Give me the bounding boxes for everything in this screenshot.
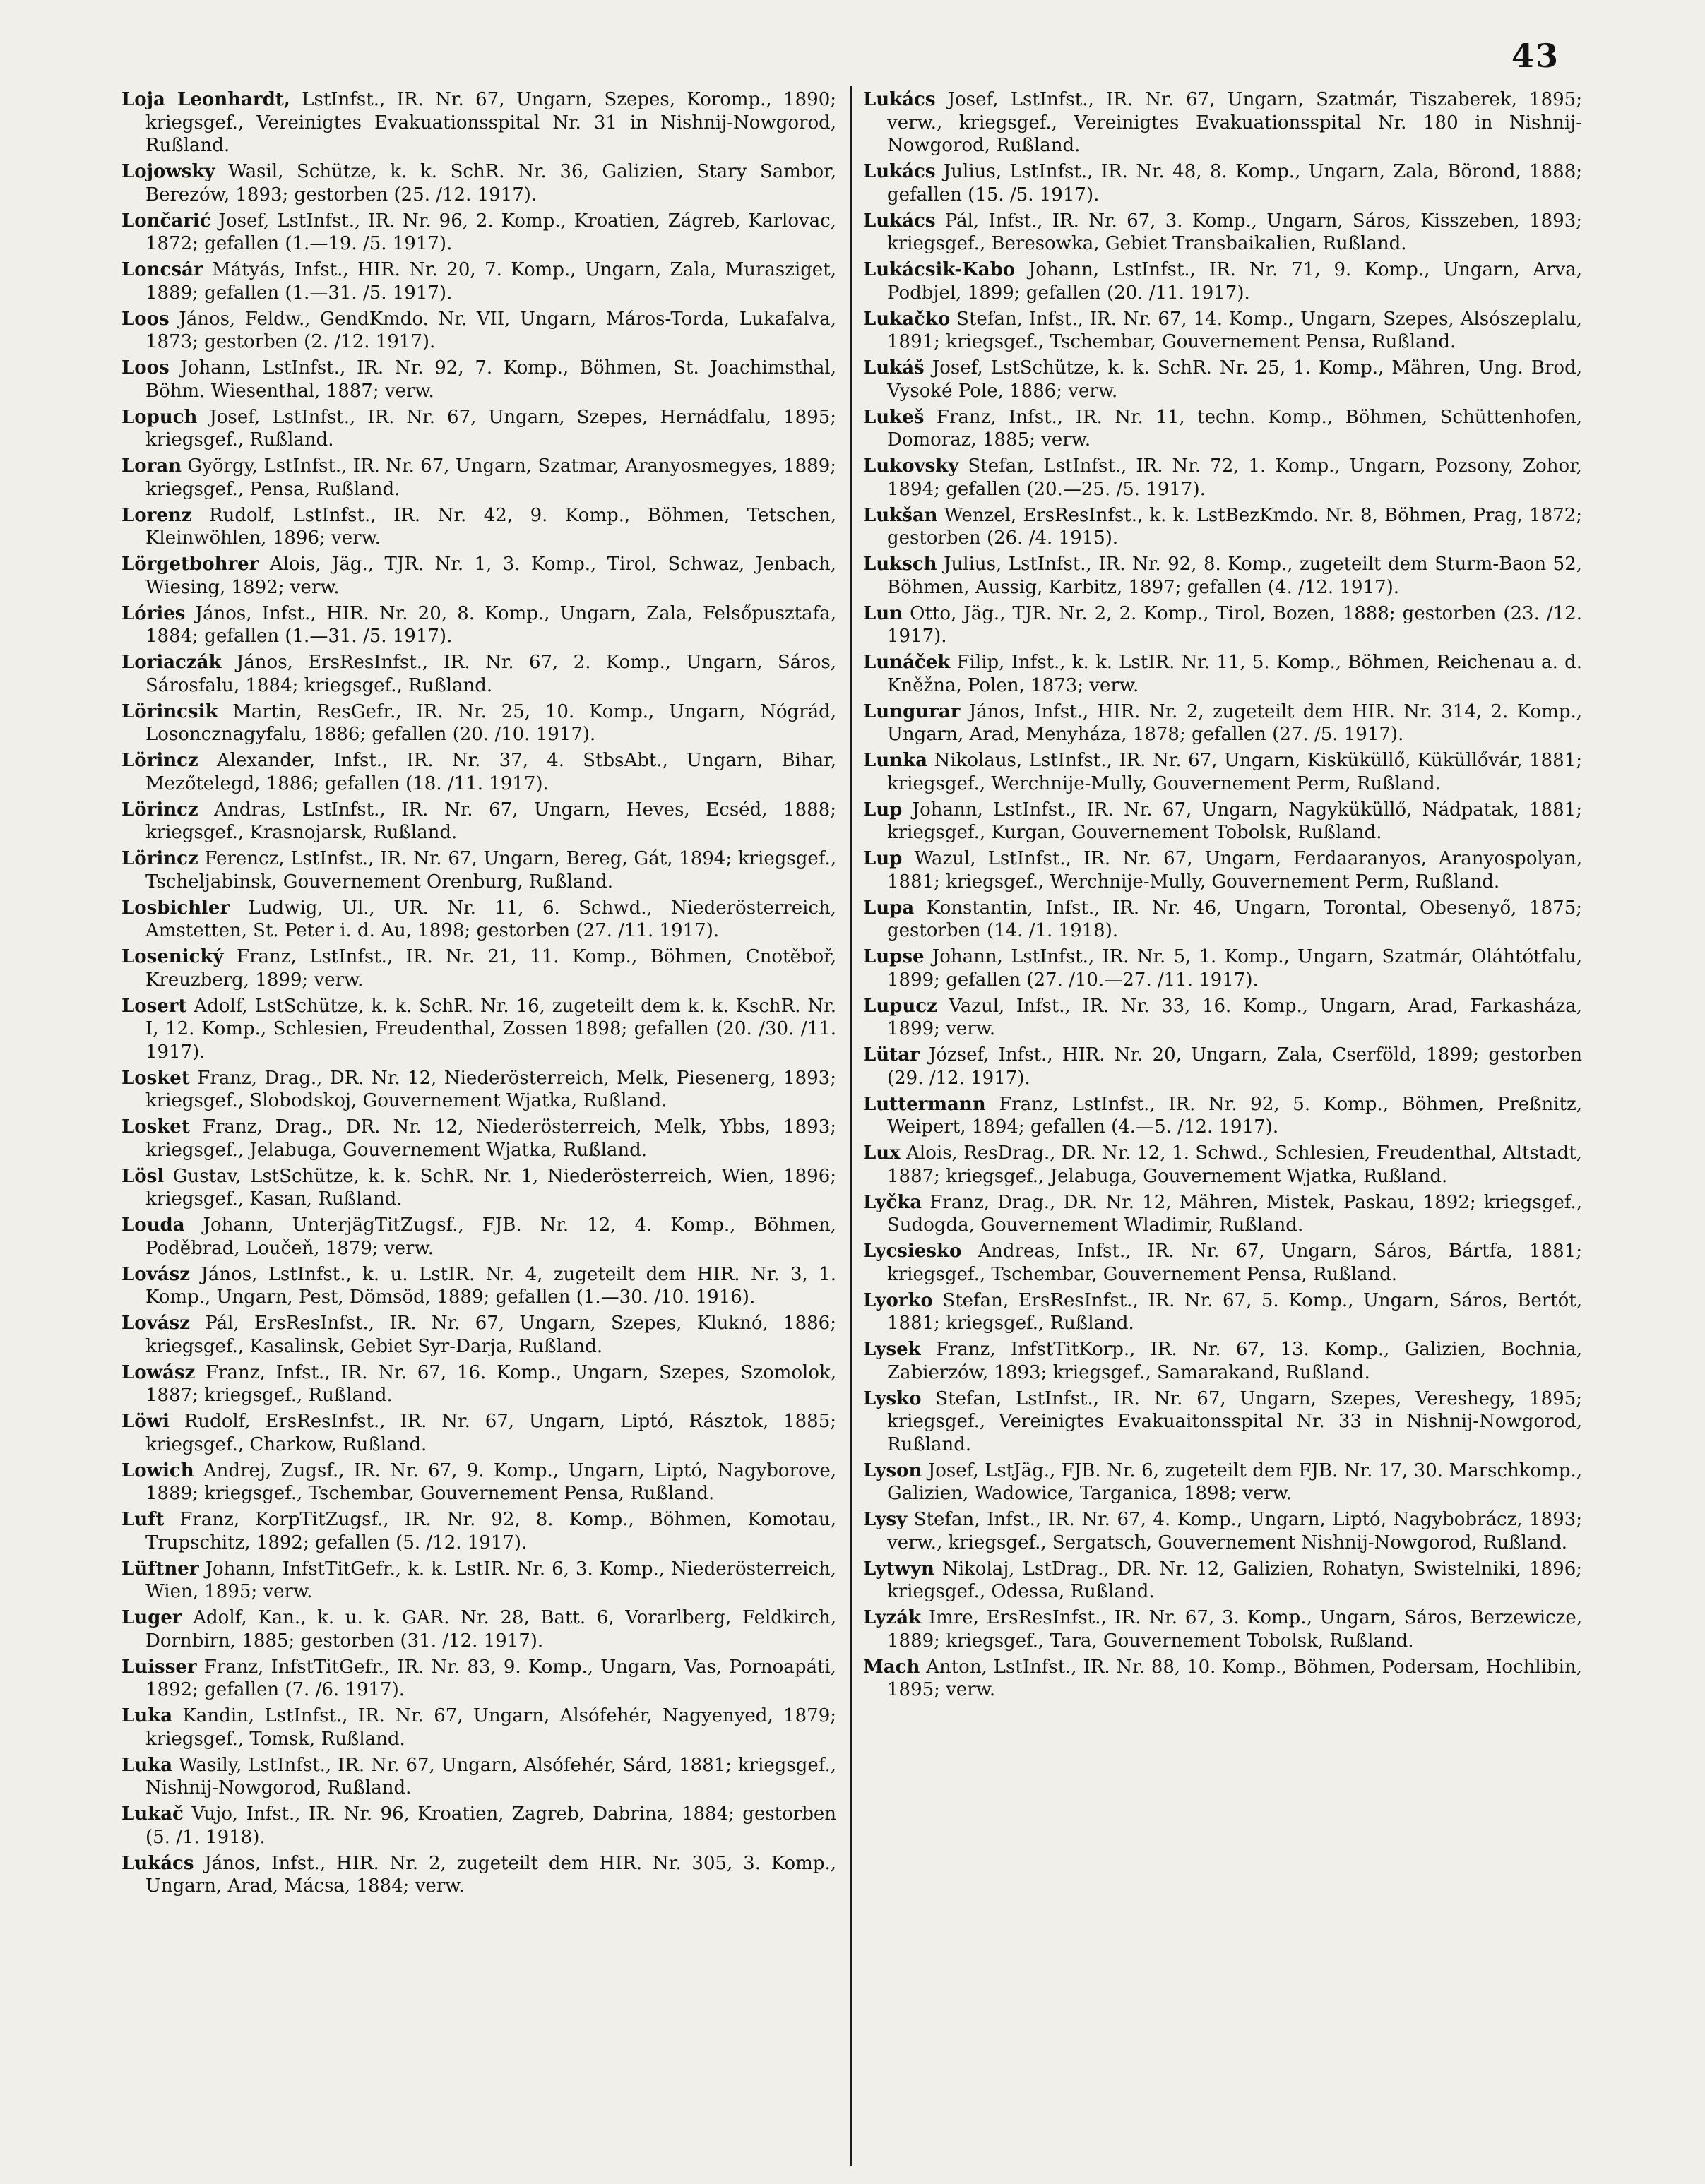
entry-surname: Lunka [863, 750, 927, 771]
entry-details: Andras, LstInfst., IR. Nr. 67, Ungarn, Heves, Ecséd, 1888; kriegsgef., Krasnojarsk, Rußland. [145, 799, 836, 843]
register-entry [863, 406, 1582, 452]
register-entry [121, 258, 836, 304]
entry-details: Pál, Infst., IR. Nr. 67, 3. Komp., Ungarn, Sáros, Kisszeben, 1893; kriegsgef., Beresowka, Gebiet Transbaikalien, Rußland. [887, 210, 1582, 254]
register-entry [863, 1388, 1582, 1457]
entry-surname: Losenický [121, 946, 224, 967]
entry-surname: Lun [863, 602, 903, 624]
entry-details: Anton, LstInfst., IR. Nr. 88, 10. Komp., Böhmen, Podersam, Hochlibin, 1895; verw. [887, 1656, 1582, 1700]
entry-surname: Lukács [863, 161, 936, 182]
register-entry [863, 700, 1582, 746]
entry-surname: Lytwyn [863, 1558, 934, 1580]
register-entry [121, 88, 836, 157]
register-entry [121, 210, 836, 256]
entry-surname: Lopuch [121, 406, 198, 428]
entry-details: Filip, Infst., k. k. LstIR. Nr. 11, 5. Komp., Böhmen, Reichenau a. d. Kněžna, Polen, 1873; verw. [887, 652, 1582, 696]
entry-details: János, Infst., HIR. Nr. 2, zugeteilt dem HIR. Nr. 314, 2. Komp., Ungarn, Arad, Menyháza, 1878; gefallen (27. /5. 1917). [887, 700, 1582, 745]
entry-details: Wasily, LstInfst., IR. Nr. 67, Ungarn, Alsófehér, Sárd, 1881; kriegsgef., Nishnij-Nowgorod, Rußland. [145, 1754, 836, 1798]
register-entry [863, 357, 1582, 402]
entry-surname: Lowich [121, 1460, 194, 1481]
entry-surname: Losket [121, 1116, 190, 1138]
entry-details: Stefan, ErsResInfst., IR. Nr. 67, 5. Komp., Ungarn, Sáros, Bertót, 1881; kriegsgef., Rußland. [887, 1289, 1582, 1334]
entry-details: János, Infst., HIR. Nr. 20, 8. Komp., Ungarn, Zala, Felsőpusztafa, 1884; gefallen (1.—31. /5. 1917). [145, 602, 836, 647]
register-entry [863, 1142, 1582, 1188]
entry-details: Andrej, Zugsf., IR. Nr. 67, 9. Komp., Ungarn, Liptó, Nagyborove, 1889; kriegsgef., Tschembar, Gouvernement Pensa, Rußland. [145, 1460, 836, 1504]
entry-surname: Lup [863, 848, 903, 869]
entry-surname: Lorenz [121, 504, 192, 526]
register-entry [121, 1606, 836, 1652]
page-number: 43 [1511, 37, 1560, 75]
entry-surname: Lyzák [863, 1607, 922, 1628]
entry-surname: Lüftner [121, 1558, 199, 1580]
entry-surname: Lupse [863, 946, 925, 967]
register-entry [121, 504, 836, 550]
entry-details: Franz, Drag., DR. Nr. 12, Mähren, Mistek, Paskau, 1892; kriegsgef., Sudogda, Gouvernement Wladimir, Rußland. [887, 1191, 1582, 1236]
entry-surname: Luka [121, 1754, 173, 1776]
entry-surname: Loja Leonhardt, [121, 89, 290, 110]
entry-surname: Lukácsik-Kabo [863, 259, 1016, 280]
entry-surname: Lowász [121, 1361, 196, 1383]
entry-surname: Loos [121, 308, 170, 330]
register-entry [121, 1754, 836, 1800]
register-entry [863, 455, 1582, 501]
register-entry [121, 995, 836, 1064]
entry-surname: Lukovsky [863, 455, 959, 477]
entry-surname: Lux [863, 1142, 901, 1164]
register-entry [121, 700, 836, 746]
entry-details: Pál, ErsResInfst., IR. Nr. 67, Ungarn, Szepes, Kluknó, 1886; kriegsgef., Kasalinsk, Gebiet Syr-Darja, Rußland. [145, 1313, 836, 1357]
entry-details: János, Feldw., GendKmdo. Nr. VII, Ungarn, Máros-Torda, Lukafalva, 1873; gestorben (2. /12. 1917). [145, 308, 836, 352]
entry-details: Martin, ResGefr., IR. Nr. 25, 10. Komp., Ungarn, Nógrád, Losoncznagyfalu, 1886; gefallen (20. /10. 1917). [145, 700, 836, 745]
register-entry [863, 308, 1582, 354]
entry-details: Konstantin, Infst., IR. Nr. 46, Ungarn, Torontal, Obesenyő, 1875; gestorben (14. /1. 1918). [887, 897, 1582, 941]
register-entry [863, 995, 1582, 1041]
entry-details: Josef, LstInfst., IR. Nr. 67, Ungarn, Szepes, Hernádfalu, 1895; kriegsgef., Rußland. [145, 406, 836, 450]
entry-details: Franz, LstInfst., IR. Nr. 21, 11. Komp., Böhmen, Cnotěboř, Kreuzberg, 1899; verw. [145, 946, 836, 991]
entry-details: Franz, InfstTitKorp., IR. Nr. 67, 13. Komp., Galizien, Bochnia, Zabierzów, 1893; kriegsgef., Samarakand, Rußland. [887, 1339, 1582, 1383]
register-entry [863, 799, 1582, 845]
register-entry [863, 210, 1582, 256]
register-entry [121, 1803, 836, 1849]
register-entry [121, 1656, 836, 1702]
register-entry [863, 88, 1582, 157]
entry-surname: Lovász [121, 1263, 190, 1285]
entry-surname: Lončarić [121, 210, 211, 232]
register-entry [121, 357, 836, 402]
entry-surname: Lojowsky [121, 161, 215, 182]
register-entry [863, 651, 1582, 697]
entry-surname: Lukáš [863, 357, 925, 378]
entry-surname: Lyorko [863, 1289, 933, 1311]
register-entry [863, 847, 1582, 893]
register-entry [121, 406, 836, 452]
register-entry [863, 160, 1582, 206]
entry-details: Mátyás, Infst., HIR. Nr. 20, 7. Komp., Ungarn, Zala, Murasziget, 1889; gefallen (1.—31. /5. 1917). [145, 259, 836, 304]
entry-details: Alexander, Infst., IR. Nr. 37, 4. StbsAbt., Ungarn, Bihar, Mezőtelegd, 1886; gefallen (18. /11. 1917). [145, 750, 836, 794]
entry-surname: Lovász [121, 1313, 190, 1334]
register-entry [121, 847, 836, 893]
entry-details: János, Infst., HIR. Nr. 2, zugeteilt dem HIR. Nr. 305, 3. Komp., Ungarn, Arad, Mácsa, 1884; verw. [145, 1852, 836, 1897]
entry-details: Ludwig, Ul., UR. Nr. 11, 6. Schwd., Niederösterreich, Amstetten, St. Peter i. d. Au, 1898; gestorben (27. /11. 1917). [145, 897, 836, 941]
entry-surname: Lunáček [863, 652, 951, 673]
register-entry [121, 1067, 836, 1113]
register-entry [863, 1338, 1582, 1384]
register-entry [121, 1116, 836, 1162]
entry-surname: Losket [121, 1067, 190, 1089]
register-entry [863, 945, 1582, 991]
entry-details: János, LstInfst., k. u. LstIR. Nr. 4, zugeteilt dem HIR. Nr. 3, 1. Komp., Ungarn, Pest, Dömsöd, 1889; gefallen (1.—30. /10. 1916). [145, 1263, 836, 1308]
entry-details: Rudolf, ErsResInfst., IR. Nr. 67, Ungarn, Liptó, Rásztok, 1885; kriegsgef., Charkow, Rußland. [145, 1411, 836, 1455]
register-entry [121, 1165, 836, 1211]
entry-details: Johann, LstInfst., IR. Nr. 92, 7. Komp., Böhmen, St. Joachimsthal, Böhm. Wiesenthal, 1887; verw. [145, 357, 836, 402]
register-entry [863, 602, 1582, 648]
entry-surname: Löwi [121, 1411, 170, 1432]
entry-details: Nikolaj, LstDrag., DR. Nr. 12, Galizien, Rohatyn, Swistelniki, 1896; kriegsgef., Odessa, Rußland. [887, 1558, 1582, 1602]
register-entry [121, 602, 836, 648]
entry-details: Vazul, Infst., IR. Nr. 33, 16. Komp., Ungarn, Arad, Farkasháza, 1899; verw. [887, 995, 1582, 1039]
entry-surname: Loncsár [121, 259, 203, 280]
entry-details: Franz, InfstTitGefr., IR. Nr. 83, 9. Komp., Ungarn, Vas, Pornoapáti, 1892; gefallen (7. /6. 1917). [145, 1656, 836, 1700]
left-column [121, 88, 836, 1901]
entry-details: Julius, LstInfst., IR. Nr. 48, 8. Komp., Ungarn, Zala, Börond, 1888; gefallen (15. /5. 1917). [887, 161, 1582, 205]
entry-details: György, LstInfst., IR. Nr. 67, Ungarn, Szatmar, Aranyosmegyes, 1889; kriegsgef., Pensa, Rußland. [145, 455, 836, 500]
entry-details: Wasil, Schütze, k. k. SchR. Nr. 36, Galizien, Stary Sambor, Berezów, 1893; gestorben (25. /12. 1917). [145, 161, 836, 205]
entry-details: Stefan, Infst., IR. Nr. 67, 4. Komp., Ungarn, Liptó, Nagybobrácz, 1893; verw., kriegsgef., Sergatsch, Gouvernement Nishnij-Nowgorod, Rußland. [887, 1509, 1582, 1553]
register-entry [121, 455, 836, 501]
entry-details: Kandin, LstInfst., IR. Nr. 67, Ungarn, Alsófehér, Nagyenyed, 1879; kriegsgef., Tomsk, Rußland. [145, 1705, 836, 1750]
register-entry [121, 1460, 836, 1505]
entry-surname: Lupucz [863, 995, 937, 1017]
entry-surname: Lukšan [863, 504, 938, 526]
register-entry [863, 1093, 1582, 1139]
register-entry [863, 1289, 1582, 1335]
register-entry [121, 651, 836, 697]
entry-surname: Luka [121, 1705, 173, 1726]
register-entry [121, 308, 836, 354]
entry-details: Stefan, LstInfst., IR. Nr. 67, Ungarn, Szepes, Vereshegy, 1895; kriegsgef., Vereinigtes Evakuaitonsspital Nr. 33 in Nishnij-Nowgorod, Rußland. [887, 1388, 1582, 1455]
entry-surname: Loriaczák [121, 652, 222, 673]
entry-surname: Losert [121, 995, 187, 1017]
register-entry [121, 553, 836, 599]
entry-details: Ferencz, LstInfst., IR. Nr. 67, Ungarn, Bereg, Gát, 1894; kriegsgef., Tscheljabinsk, Gouvernement Orenburg, Rußland. [145, 848, 836, 893]
register-entry [121, 1852, 836, 1898]
register-entry [863, 749, 1582, 795]
entry-details: Johann, LstInfst., IR. Nr. 67, Ungarn, Nagyküküllő, Nádpatak, 1881; kriegsgef., Kurgan, Gouvernement Tobolsk, Rußland. [887, 799, 1582, 843]
entry-details: Julius, LstInfst., IR. Nr. 92, 8. Komp., zugeteilt dem Sturm-Baon 52, Böhmen, Aussig, Karbitz, 1897; gefallen (4. /12. 1917). [887, 554, 1582, 598]
entry-details: Alois, Jäg., TJR. Nr. 1, 3. Komp., Tirol, Schwaz, Jenbach, Wiesing, 1892; verw. [145, 554, 836, 598]
entry-surname: Mach [863, 1656, 920, 1678]
register-entry [121, 945, 836, 991]
entry-details: Otto, Jäg., TJR. Nr. 2, 2. Komp., Tirol, Bozen, 1888; gestorben (23. /12. 1917). [887, 602, 1582, 647]
entry-surname: Louda [121, 1215, 185, 1236]
entry-surname: Lösl [121, 1165, 165, 1187]
entry-details: Stefan, LstInfst., IR. Nr. 72, 1. Komp., Ungarn, Pozsony, Zohor, 1894; gefallen (20.—25. /5. 1917). [887, 455, 1582, 500]
entry-details: Johann, LstInfst., IR. Nr. 5, 1. Komp., Ungarn, Szatmár, Oláhtótfalu, 1899; gefallen (27. /10.—27. /11. 1917). [887, 946, 1582, 991]
entry-surname: Lukač [121, 1803, 184, 1825]
register-entry [121, 1214, 836, 1260]
entry-details: Franz, KorpTitZugsf., IR. Nr. 92, 8. Komp., Böhmen, Komotau, Trupschitz, 1892; gefallen (5. /12. 1917). [145, 1509, 836, 1553]
entry-details: Josef, LstSchütze, k. k. SchR. Nr. 25, 1. Komp., Mähren, Ung. Brod, Vysoké Pole, 1886; verw. [887, 357, 1582, 402]
register-entry [121, 1705, 836, 1750]
entry-details: Franz, Infst., IR. Nr. 67, 16. Komp., Ungarn, Szepes, Szomolok, 1887; kriegsgef., Rußland. [145, 1361, 836, 1406]
register-entry [121, 1361, 836, 1407]
entry-details: Gustav, LstSchütze, k. k. SchR. Nr. 1, Niederösterreich, Wien, 1896; kriegsgef., Kasan, Rußland. [145, 1165, 836, 1210]
entry-surname: Luttermann [863, 1093, 986, 1115]
entry-surname: Losbichler [121, 897, 230, 919]
column-divider [850, 86, 852, 2166]
entry-surname: Lörgetbohrer [121, 554, 259, 575]
entry-surname: Lup [863, 799, 903, 821]
entry-surname: Luisser [121, 1656, 197, 1678]
register-entry [863, 1606, 1582, 1652]
entry-surname: Lyson [863, 1460, 922, 1481]
entry-surname: Lörincz [121, 750, 198, 771]
entry-surname: Lóries [121, 602, 186, 624]
entry-details: LstInfst., IR. Nr. 67, Ungarn, Szepes, Koromp., 1890; kriegsgef., Vereinigtes Evakuationsspital Nr. 31 in Nishnij-Nowgorod, Rußland. [145, 89, 837, 156]
entry-surname: Lukeš [863, 406, 925, 428]
entry-surname: Luger [121, 1607, 182, 1628]
entry-details: Johann, LstInfst., IR. Nr. 71, 9. Komp., Ungarn, Arva, Podbjel, 1899; gefallen (20. /11. 1917). [887, 259, 1582, 304]
entry-surname: Lörincsik [121, 700, 218, 722]
entry-details: Adolf, Kan., k. u. k. GAR. Nr. 28, Batt. 6, Vorarlberg, Feldkirch, Dornbirn, 1885; gestorben (31. /12. 1917). [145, 1607, 836, 1652]
entry-details: Wazul, LstInfst., IR. Nr. 67, Ungarn, Ferdaaranyos, Aranyospolyan, 1881; kriegsgef., Werchnije-Mully, Gouvernement Perm, Rußland. [887, 848, 1582, 893]
register-entry [863, 504, 1582, 550]
entry-surname: Lukačko [863, 308, 951, 330]
register-entry [863, 1508, 1582, 1554]
entry-details: Franz, Infst., IR. Nr. 11, techn. Komp., Böhmen, Schüttenhofen, Domoraz, 1885; verw. [887, 406, 1582, 450]
register-entry [863, 1460, 1582, 1505]
entry-details: József, Infst., HIR. Nr. 20, Ungarn, Zala, Cserföld, 1899; gestorben (29. /12. 1917). [887, 1044, 1582, 1089]
entry-details: Johann, UnterjägTitZugsf., FJB. Nr. 12, 4. Komp., Böhmen, Poděbrad, Loučeň, 1879; verw. [145, 1215, 836, 1259]
entry-details: Vujo, Infst., IR. Nr. 96, Kroatien, Zagreb, Dabrina, 1884; gestorben (5. /1. 1918). [145, 1803, 836, 1848]
entry-details: Andreas, Infst., IR. Nr. 67, Ungarn, Sáros, Bártfa, 1881; kriegsgef., Tschembar, Gouvernement Pensa, Rußland. [887, 1241, 1582, 1285]
entry-details: Josef, LstJäg., FJB. Nr. 6, zugeteilt dem FJB. Nr. 17, 30. Marschkomp., Galizien, Wadowice, Targanica, 1898; verw. [887, 1460, 1582, 1504]
entry-details: Wenzel, ErsResInfst., k. k. LstBezKmdo. Nr. 8, Böhmen, Prag, 1872; gestorben (26. /4. 1915). [887, 504, 1582, 549]
register-entry [121, 1263, 836, 1309]
register-entry [121, 160, 836, 206]
entry-surname: Luft [121, 1509, 165, 1530]
entry-details: Nikolaus, LstInfst., IR. Nr. 67, Ungarn, Kisküküllő, Küküllővár, 1881; kriegsgef., Werchnije-Mully, Gouvernement Perm, Rußland. [887, 750, 1582, 794]
register-entry [121, 799, 836, 845]
register-entry [863, 1044, 1582, 1090]
entry-details: Josef, LstInfst., IR. Nr. 96, 2. Komp., Kroatien, Zágreb, Karlovac, 1872; gefallen (1.—19. /5. 1917). [145, 210, 836, 254]
register-entry [863, 897, 1582, 943]
register-entry [863, 1191, 1582, 1237]
register-entry [121, 1312, 836, 1358]
register-entry [121, 1558, 836, 1604]
entry-surname: Lukács [863, 210, 936, 232]
entry-surname: Lysko [863, 1388, 922, 1409]
entry-surname: Lütar [863, 1044, 920, 1066]
right-column [863, 88, 1582, 1705]
register-entry [121, 1410, 836, 1456]
entry-details: Rudolf, LstInfst., IR. Nr. 42, 9. Komp., Böhmen, Tetschen, Kleinwöhlen, 1896; verw. [145, 504, 836, 549]
register-entry [863, 1656, 1582, 1702]
entry-details: Franz, LstInfst., IR. Nr. 92, 5. Komp., Böhmen, Preßnitz, Weipert, 1894; gefallen (4.—5. /12. 1917). [887, 1093, 1582, 1138]
entry-surname: Lysek [863, 1339, 921, 1360]
entry-details: Alois, ResDrag., DR. Nr. 12, 1. Schwd., Schlesien, Freudenthal, Altstadt, 1887; kriegsgef., Jelabuga, Gouvernement Wjatka, Rußland. [887, 1142, 1582, 1187]
entry-details: János, ErsResInfst., IR. Nr. 67, 2. Komp., Ungarn, Sáros, Sárosfalu, 1884; kriegsgef., Rußland. [145, 652, 836, 696]
register-entry [863, 258, 1582, 304]
entry-details: Stefan, Infst., IR. Nr. 67, 14. Komp., Ungarn, Szepes, Alsószeplalu, 1891; kriegsgef., Tschembar, Gouvernement Pensa, Rußland. [887, 308, 1582, 352]
entry-surname: Lukács [863, 89, 936, 110]
entry-surname: Lungurar [863, 700, 961, 722]
entry-surname: Lycsiesko [863, 1241, 962, 1262]
register-entry [863, 553, 1582, 599]
entry-details: Franz, Drag., DR. Nr. 12, Niederösterreich, Melk, Pieseneгg, 1893; kriegsgef., Slobodskoj, Gouvernement Wjatka, Rußland. [145, 1067, 836, 1111]
entry-details: Franz, Drag., DR. Nr. 12, Niederösterreich, Melk, Ybbs, 1893; kriegsgef., Jelabuga, Gouvernement Wjatka, Rußland. [145, 1116, 836, 1161]
entry-details: Adolf, LstSchütze, k. k. SchR. Nr. 16, zugeteilt dem k. k. KschR. Nr. I, 12. Komp., Schlesien, Freudenthal, Zossen 1898; gefallen (20. /30. /11. 1917). [145, 995, 836, 1063]
register-entry [863, 1240, 1582, 1286]
register-entry [121, 1508, 836, 1554]
entry-surname: Lysy [863, 1509, 908, 1530]
register-entry [863, 1558, 1582, 1604]
register-entry [121, 749, 836, 795]
entry-surname: Luksch [863, 554, 937, 575]
entry-surname: Lukács [121, 1852, 194, 1874]
entry-surname: Lupa [863, 897, 915, 919]
entry-surname: Loos [121, 357, 170, 378]
entry-details: Johann, InfstTitGefr., k. k. LstIR. Nr. 6, 3. Komp., Niederösterreich, Wien, 1895; verw. [145, 1558, 836, 1602]
entry-surname: Loran [121, 455, 182, 477]
entry-details: Josef, LstInfst., IR. Nr. 67, Ungarn, Szatmár, Tiszaberek, 1895; verw., kriegsgef., Vereinigtes Evakuationsspital Nr. 180 in Nishnij-Nowgorod, Rußland. [887, 89, 1582, 156]
entry-surname: Lörincz [121, 848, 198, 869]
entry-details: Imre, ErsResInfst., IR. Nr. 67, 3. Komp., Ungarn, Sáros, Berzewicze, 1889; kriegsgef., Tara, Gouvernement Tobolsk, Rußland. [887, 1607, 1582, 1652]
register-entry [121, 897, 836, 943]
entry-surname: Lörincz [121, 799, 198, 821]
entry-surname: Lyčka [863, 1191, 922, 1213]
